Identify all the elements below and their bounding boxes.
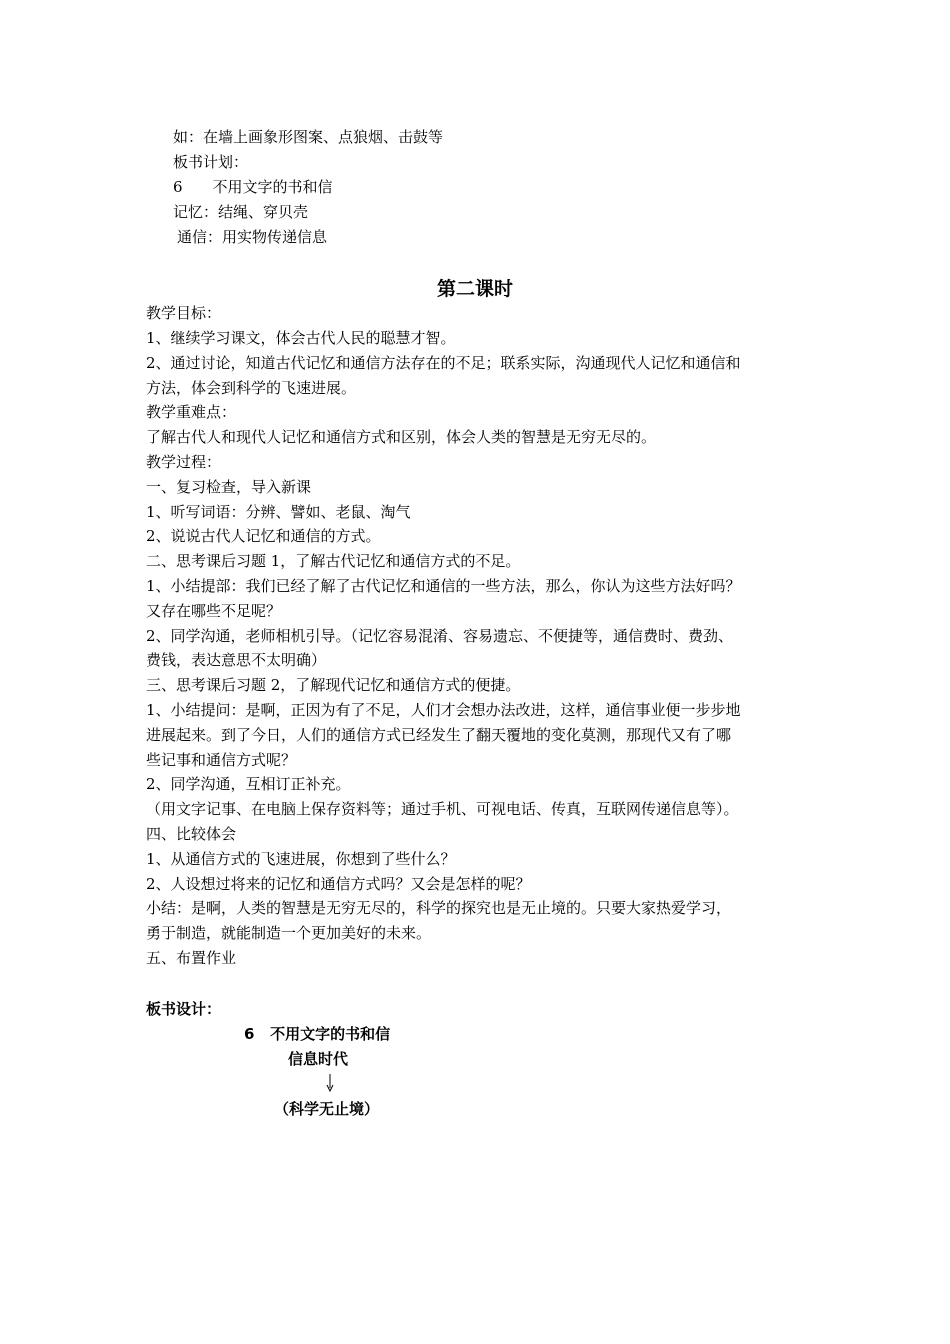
top-line-3 <box>173 177 333 197</box>
lesson-title: 不用文字的书和信 <box>212 178 333 196</box>
lesson-number: 6 <box>173 178 183 196</box>
body-line: 了解古代人和现代人记忆和通信方式和区别，体会人类的智慧是无穷无尽的。 <box>146 428 657 446</box>
top-line-1: 如：在墙上画象形图案、点狼烟、击鼓等 <box>173 128 444 146</box>
body-line: 1、从通信方式的飞速进展，你想到了些什么？ <box>146 850 456 868</box>
body-line: 1、继续学习课文，体会古代人民的聪慧才智。 <box>146 329 456 347</box>
body-line: 教学重难点： <box>146 403 237 421</box>
body-line: 三、思考课后习题 2，了解现代记忆和通信方式的便捷。 <box>146 676 521 694</box>
body-line: 2、通过讨论，知道古代记忆和通信方法存在的不足；联系实际，沟通现代人记忆和通信和 <box>146 354 741 372</box>
body-line: 教学过程： <box>146 453 222 471</box>
body-line: 2、同学沟通，互相订正补充。 <box>146 775 351 793</box>
body-line: 四、比较体会 <box>146 825 237 843</box>
body-line: 五、布置作业 <box>146 949 237 967</box>
body-line: 二、思考课后习题 1，了解古代记忆和通信方式的不足。 <box>146 552 521 570</box>
top-line-2: 板书计划： <box>173 153 249 171</box>
body-line: 2、人设想过将来的记忆和通信方式吗？又会是怎样的呢？ <box>146 875 531 893</box>
top-line-5: 通信：用实物传递信息 <box>177 228 328 246</box>
board-line-1: 信息时代 <box>288 1050 349 1068</box>
section-title: 第二课时 <box>436 278 513 300</box>
down-arrow-icon <box>326 1074 334 1092</box>
board-heading: 板书设计： <box>146 1000 222 1018</box>
body-line: 费钱，表达意思不太明确） <box>146 651 327 669</box>
body-line: 又存在哪些不足呢？ <box>146 602 282 620</box>
body-line: 勇于制造，就能制造一个更加美好的未来。 <box>146 924 432 942</box>
body-line: 进展起来。到了今日，人们的通信方式已经发生了翻天覆地的变化莫测，那现代又有了哪 <box>146 726 732 744</box>
body-line: 一、复习检查，导入新课 <box>146 478 312 496</box>
board-line-2: （科学无止境） <box>274 1100 380 1118</box>
body-line: 2、同学沟通，老师相机引导。（记忆容易混淆、容易遗忘、不便捷等，通信费时、费劲、 <box>146 627 734 645</box>
body-line: 1、小结提问：是啊，正因为有了不足，人们才会想办法改进，这样，通信事业便一步步地 <box>146 701 741 719</box>
board-title: 6 不用文字的书和信 <box>244 1025 391 1043</box>
body-line: 些记事和通信方式呢？ <box>146 751 297 769</box>
body-line: 小结：是啊，人类的智慧是无穷无尽的，科学的探究也是无止境的。只要大家热爱学习， <box>146 899 732 917</box>
body-line: 教学目标： <box>146 304 222 322</box>
body-line: 1、听写词语：分辨、譬如、老鼠、淘气 <box>146 503 411 521</box>
body-line: 1、小结提部：我们已经了解了古代记忆和通信的一些方法，那么，你认为这些方法好吗？ <box>146 577 741 595</box>
body-line: 方法，体会到科学的飞速进展。 <box>146 379 357 397</box>
body-line: （用文字记事、在电脑上保存资料等；通过手机、可视电话、传真，互联网传递信息等）。 <box>146 800 739 818</box>
top-line-4: 记忆：结绳、穿贝壳 <box>173 203 309 221</box>
body-line: 2、说说古代人记忆和通信的方式。 <box>146 527 381 545</box>
